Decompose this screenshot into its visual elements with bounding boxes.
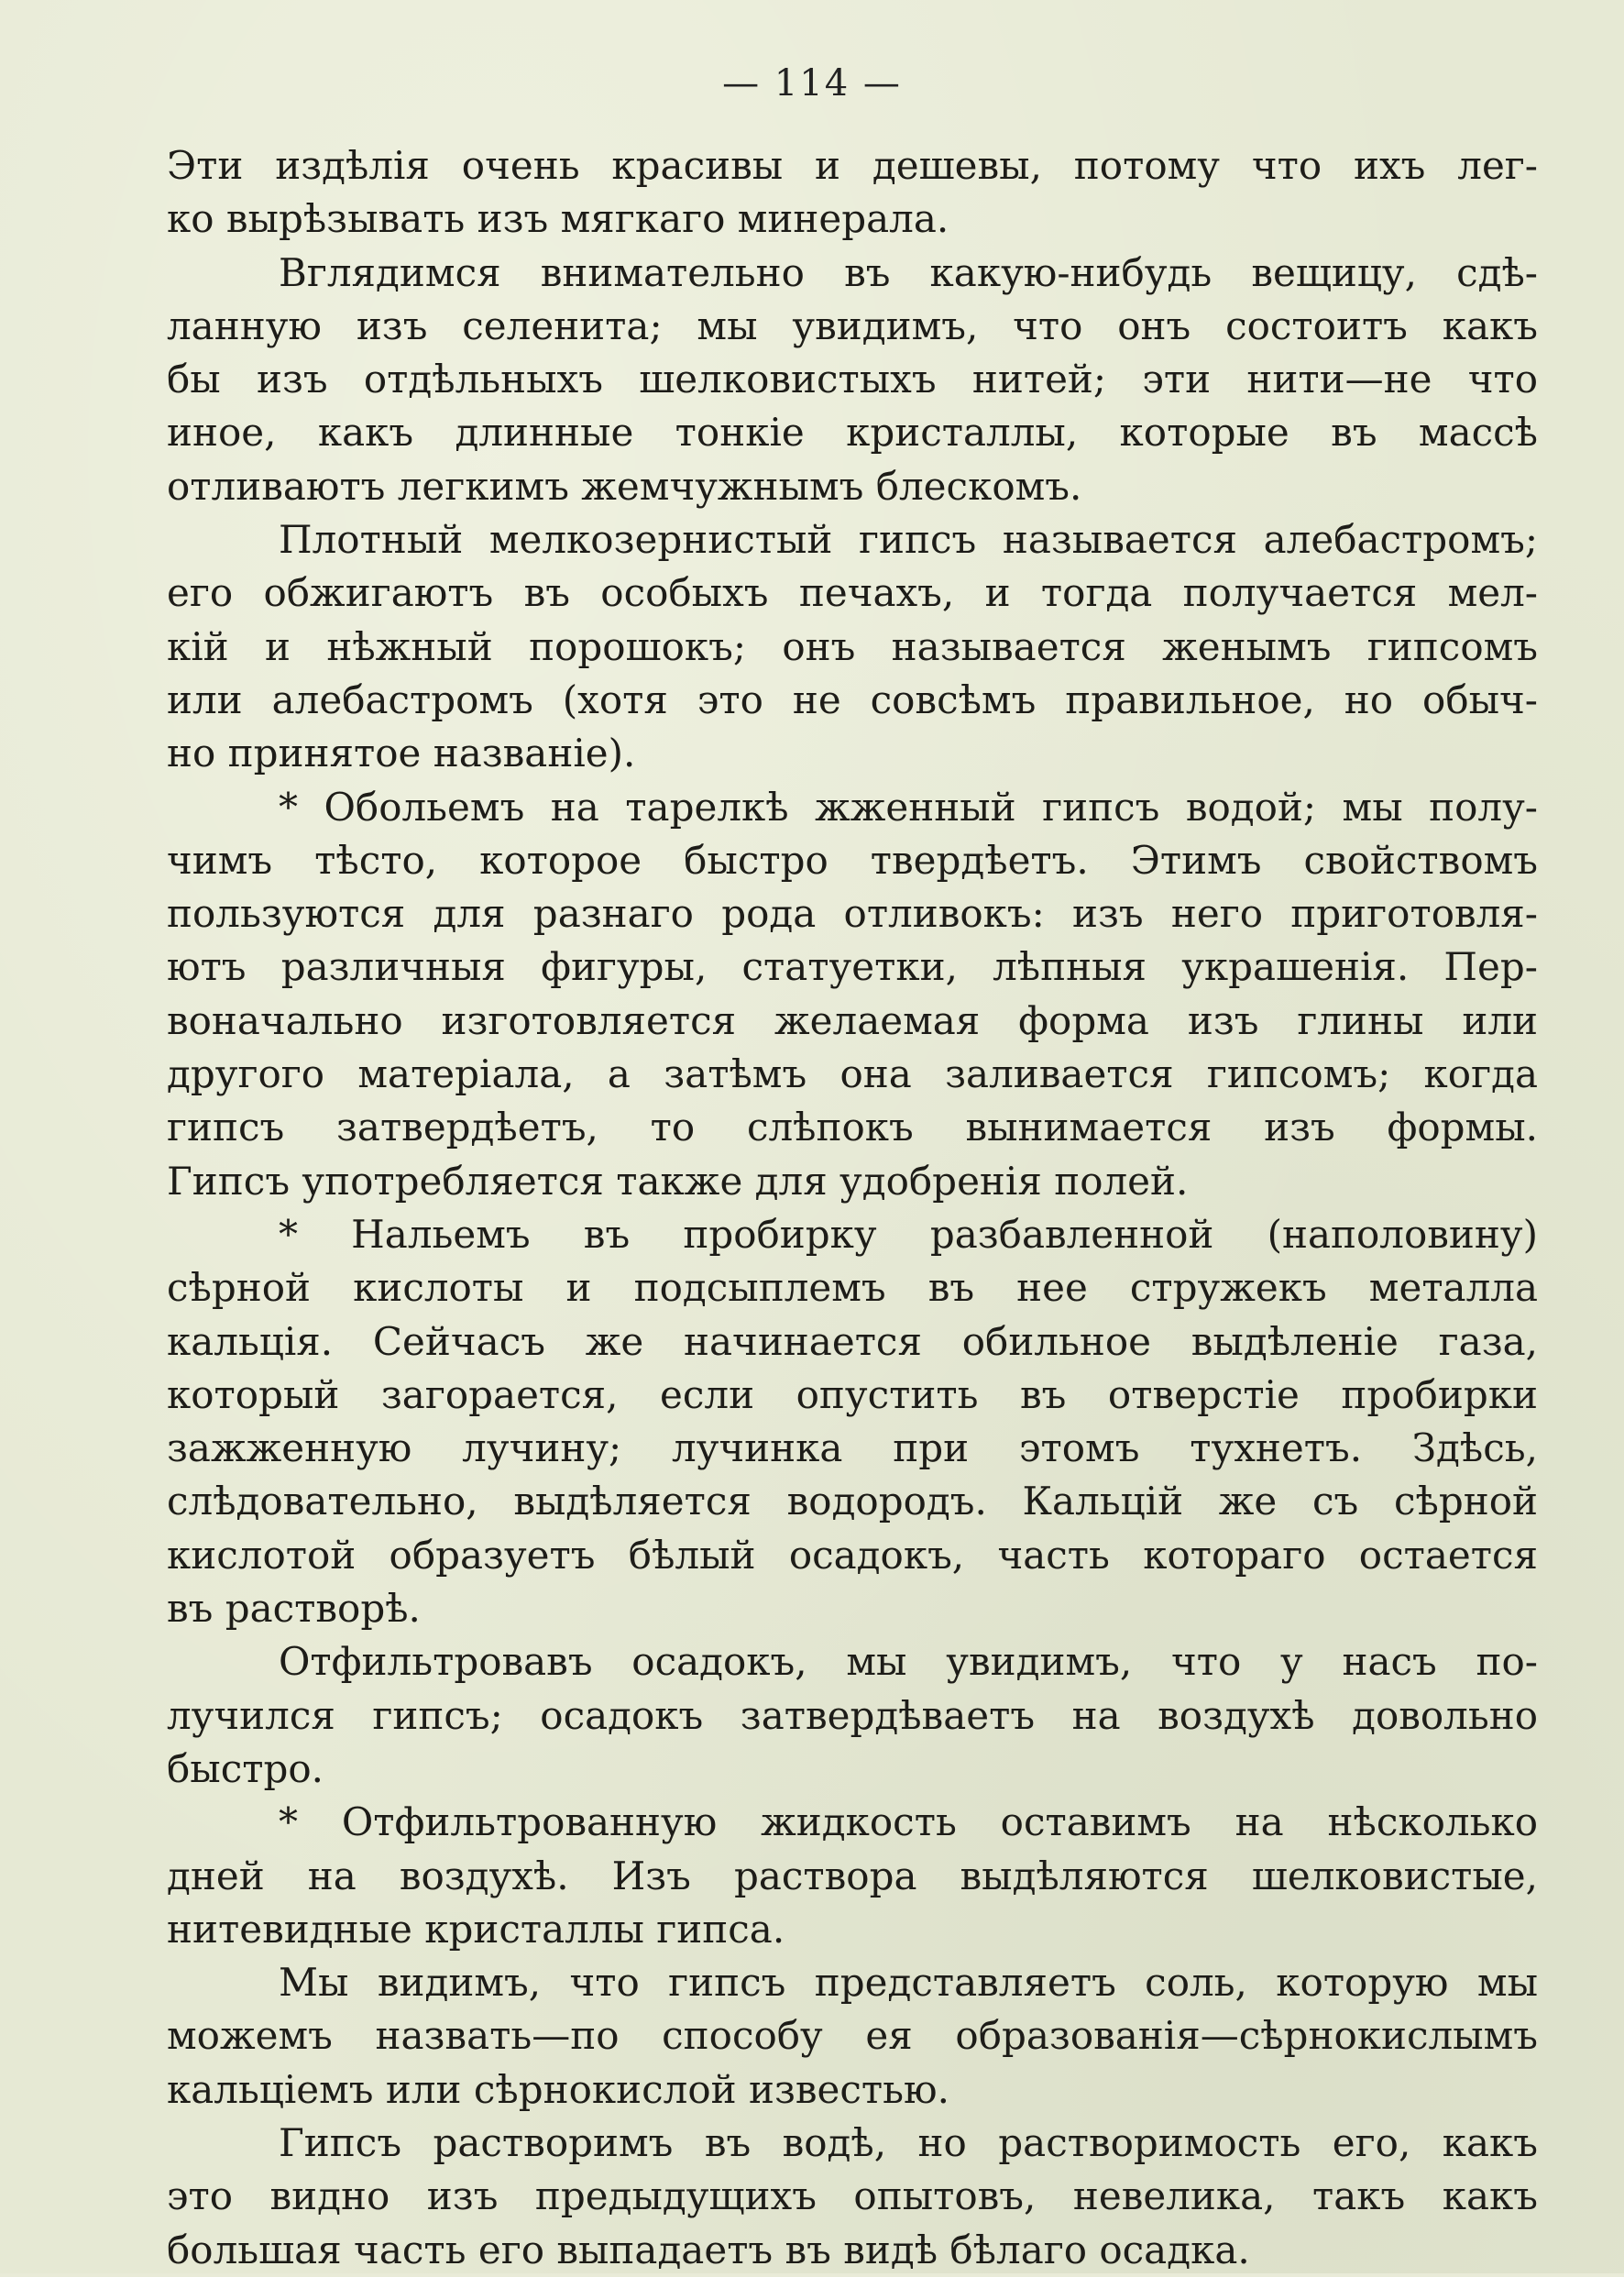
text-line: Вглядимся внимательно въ какую-нибудь вещицу, сдѣ- [279,249,1538,295]
text-line: * Отфильтрованную жидкость оставимъ на нѣсколько [279,1799,1538,1845]
text-line: * Обольемъ на тарелкѣ жженный гипсъ водой; мы полу- [279,784,1538,830]
text-line: воначально изготовляется желаемая форма изъ глины или [167,997,1538,1043]
text-line: дней на воздухѣ. Изъ раствора выдѣляются шелковистые, [167,1853,1538,1898]
text-line: бы изъ отдѣльныхъ шелковистыхъ нитей; эти нити—не что [167,357,1538,402]
page-number: — 114 — [722,62,902,104]
text-line: Отфильтровавъ осадокъ, мы увидимъ, что у насъ по- [279,1639,1538,1685]
text-line: лучился гипсъ; осадокъ затвердѣваетъ на воздухѣ довольно [167,1692,1538,1738]
text-line: кислотой образуетъ бѣлый осадокъ, часть котораго остается [167,1532,1538,1578]
text-line: ютъ различныя фигуры, статуетки, лѣпныя украшенія. Пер- [167,944,1538,990]
text-line: гипсъ затвердѣетъ, то слѣпокъ вынимается изъ формы. [167,1105,1538,1150]
text-line: въ растворѣ. [167,1586,421,1632]
text-line: большая часть его выпадаетъ въ видѣ бѣлаго осадка. [167,2227,1250,2272]
text-line: Плотный мелкозернистый гипсъ называется алебастромъ; [279,517,1538,563]
text-line: другого матеріала, а затѣмъ она заливается гипсомъ; когда [167,1051,1538,1097]
text-line: кій и нѣжный порошокъ; онъ называется женымъ гипсомъ [167,623,1538,669]
text-line: сѣрной кислоты и подсыплемъ въ нее стружекъ металла [167,1265,1538,1311]
text-line: ко вырѣзывать изъ мягкаго минерала. [167,196,949,242]
text-line: быстро. [167,1745,324,1791]
text-line: нитевидные кристаллы гипса. [167,1906,785,1952]
text-line: иное, какъ длинные тонкіе кристаллы, которые въ массѣ [167,410,1538,456]
text-line: Эти издѣлія очень красивы и дешевы, потому что ихъ лег- [167,143,1538,188]
text-line: это видно изъ предыдущихъ опытовъ, невелика, такъ какъ [167,2173,1538,2219]
text-line: слѣдовательно, выдѣляется водородъ. Кальцій же съ сѣрной [167,1479,1538,1524]
text-line: пользуются для разнаго рода отливокъ: изъ него приготовля- [167,891,1538,937]
text-line: но принятое названіе). [167,731,636,776]
text-line: Гипсъ растворимъ въ водѣ, но растворимость его, какъ [279,2119,1538,2165]
text-line: который загорается, если опустить въ отверстіе пробирки [167,1371,1538,1417]
text-line: можемъ назвать—по способу ея образованія—сѣрнокислымъ [167,2013,1538,2059]
text-line: чимъ тѣсто, которое быстро твердѣетъ. Этимъ свойствомъ [167,837,1538,883]
text-line: Мы видимъ, что гипсъ представляетъ соль, которую мы [279,1960,1538,2006]
text-line: зажженную лучину; лучинка при этомъ тухнетъ. Здѣсь, [167,1425,1538,1471]
text-line: его обжигаютъ въ особыхъ печахъ, и тогда получается мел- [167,570,1538,616]
text-line: кальціемъ или сѣрнокислой известью. [167,2066,949,2112]
text-line: Гипсъ употребляется также для удобренія полей. [167,1158,1189,1204]
text-line: отливаютъ легкимъ жемчужнымъ блескомъ. [167,463,1082,509]
text-line: кальція. Сейчасъ же начинается обильное выдѣленіе газа, [167,1318,1538,1364]
text-line: или алебастромъ (хотя это не совсѣмъ правильное, но обыч- [167,676,1538,722]
body-text [167,139,1538,2277]
text-line: * Нальемъ въ пробирку разбавленной (наполовину) [279,1211,1538,1257]
text-line: ланную изъ селенита; мы увидимъ, что онъ состоитъ какъ [167,302,1538,348]
